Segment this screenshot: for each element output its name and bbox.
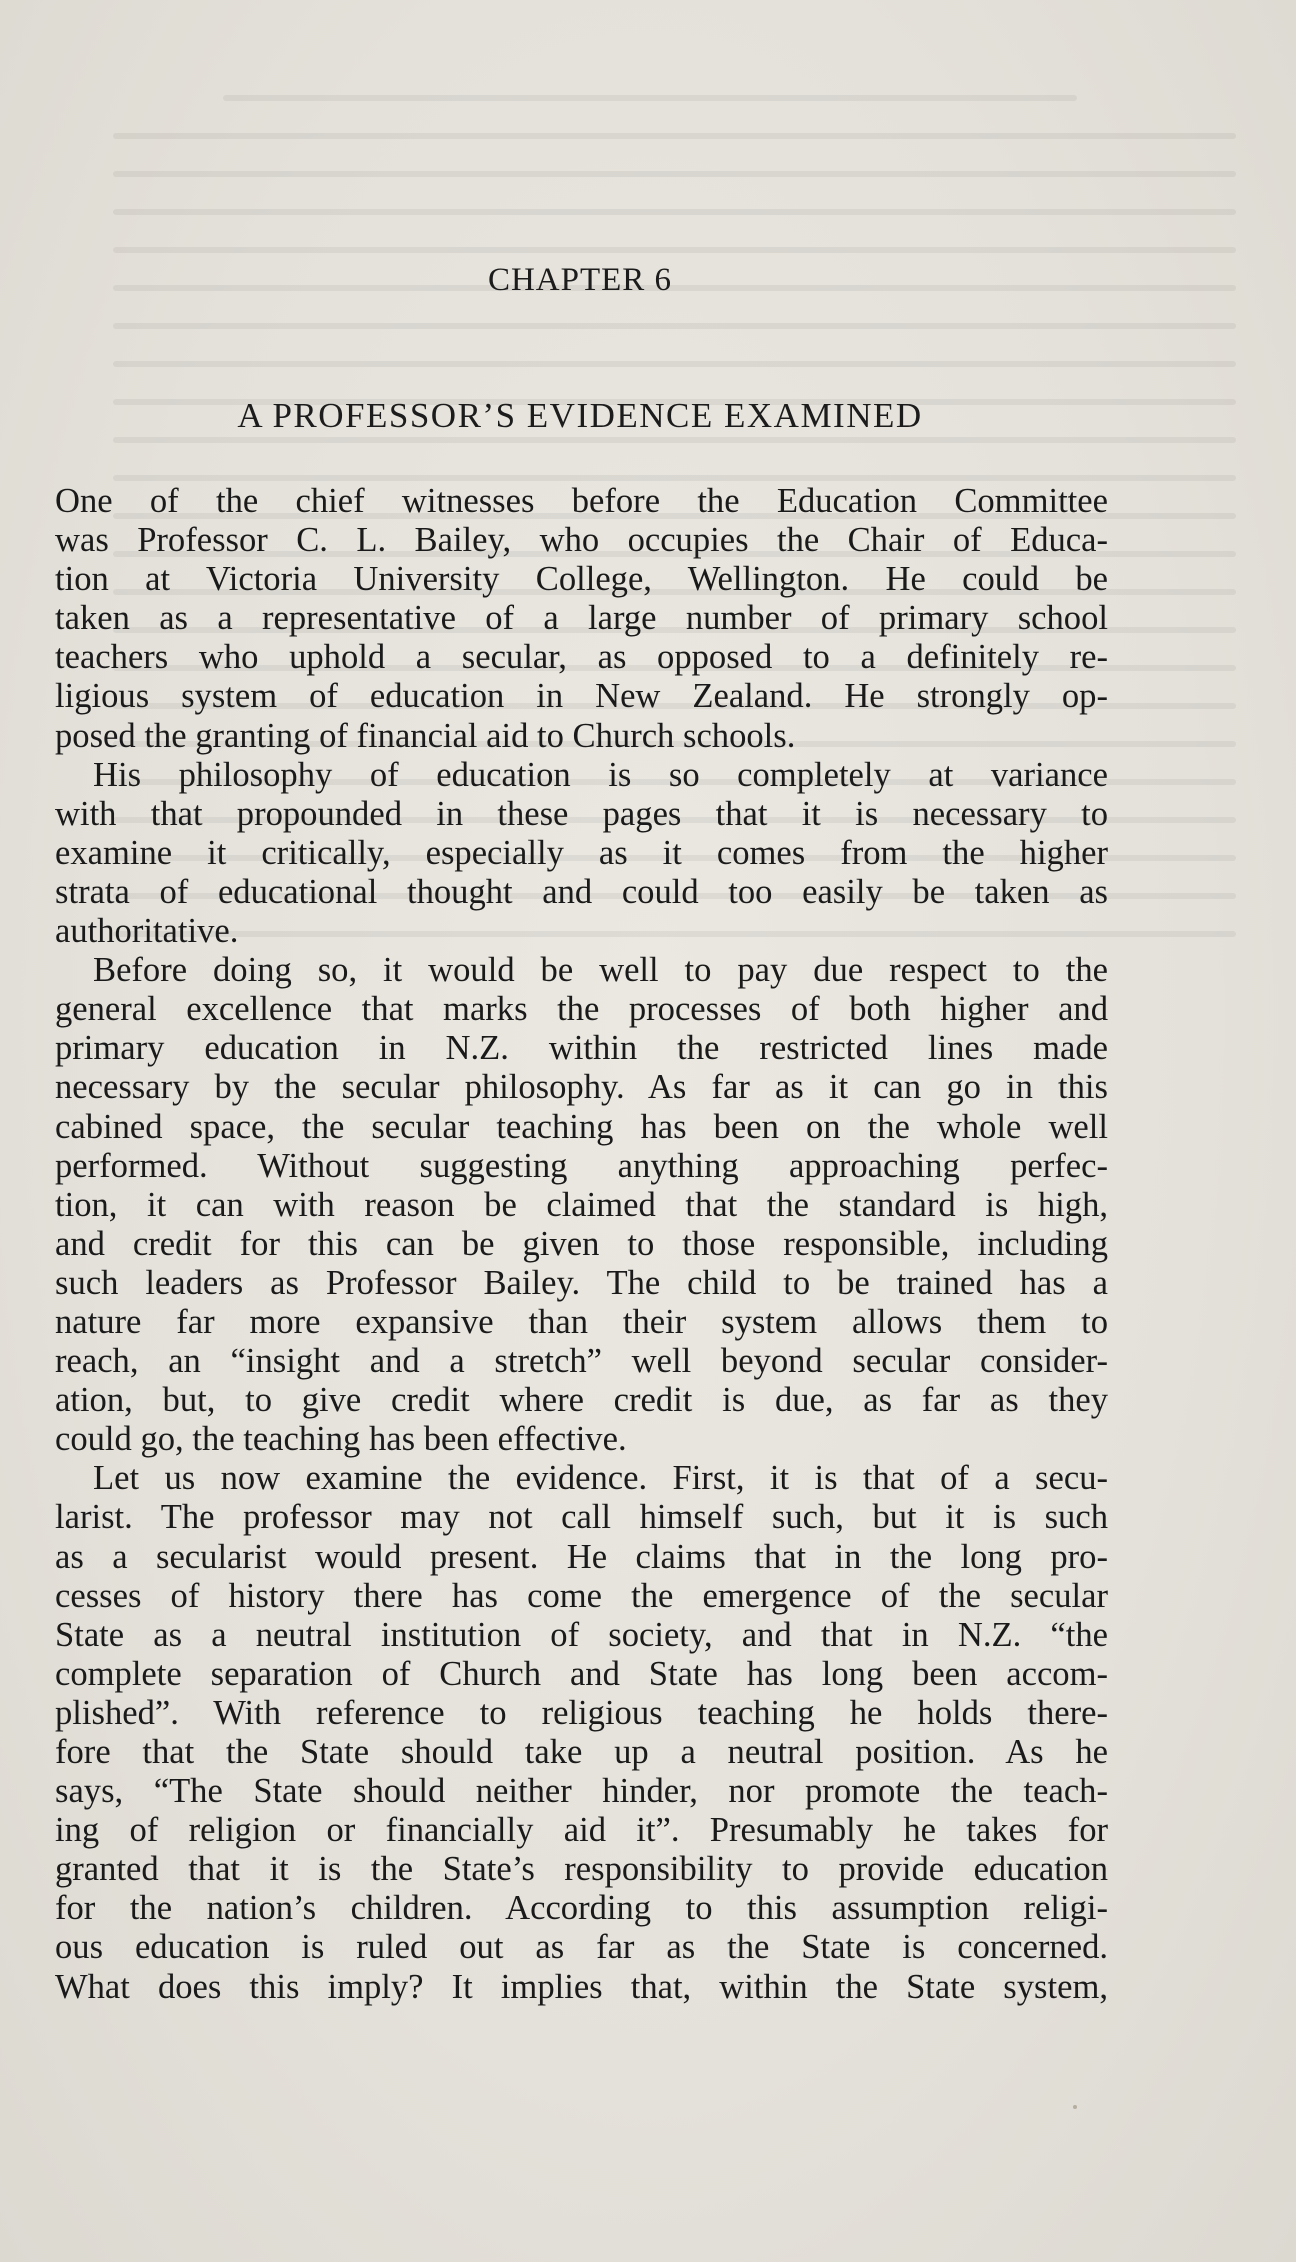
text-line: strata of educational thought and could too easily be taken as — [55, 872, 1108, 911]
paragraph — [55, 1459, 1108, 2006]
paper-speck — [1073, 2105, 1077, 2109]
chapter-number: CHAPTER 6 — [487, 262, 673, 298]
text-line: Before doing so, it would be well to pay due respect to the — [93, 951, 1108, 990]
text-line: ation, but, to give credit where credit is due, as far as they — [55, 1381, 1108, 1420]
chapter-title: A PROFESSOR’S EVIDENCE EXAMINED — [237, 396, 923, 435]
text-line: was Professor C. L. Bailey, who occupies the Chair of Educa- — [55, 521, 1108, 560]
text-line: and credit for this can be given to those responsible, including — [55, 1224, 1108, 1263]
paragraph — [55, 482, 1108, 756]
text-line: ous education is ruled out as far as the State is concerned. — [55, 1928, 1108, 1967]
text-line: His philosophy of education is so completely at variance — [93, 755, 1108, 794]
text-line: Let us now examine the evidence. First, it is that of a secu- — [93, 1459, 1108, 1498]
text-line: granted that it is the State’s responsibility to provide education — [55, 1850, 1108, 1889]
text-line: ligious system of education in New Zealand. He strongly op- — [55, 677, 1108, 716]
text-line: general excellence that marks the processes of both higher and — [55, 990, 1108, 1029]
text-line: One of the chief witnesses before the Education Committee — [55, 482, 1108, 520]
text-line: cesses of history there has come the emergence of the secular — [55, 1576, 1108, 1615]
text-line: fore that the State should take up a neutral position. As he — [55, 1733, 1108, 1771]
text-line: cabined space, the secular teaching has been on the whole well — [55, 1107, 1108, 1146]
text-line: tion, it can with reason be claimed that the standard is high, — [55, 1185, 1108, 1224]
text-line: could go, the teaching has been effective. — [55, 1420, 627, 1459]
text-line: taken as a representative of a large number of primary school — [55, 599, 1108, 638]
paragraph — [55, 756, 1108, 951]
text-line: says, “The State should neither hinder, nor promote the teach- — [55, 1772, 1108, 1811]
text-line: posed the granting of financial aid to Church schools. — [55, 716, 796, 755]
text-line: performed. Without suggesting anything approaching perfec- — [55, 1146, 1108, 1185]
text-line: examine it critically, especially as it comes from the higher — [55, 833, 1108, 872]
text-line: What does this imply? It implies that, within the State system, — [55, 1967, 1108, 2006]
text-line: necessary by the secular philosophy. As far as it can go in this — [55, 1068, 1108, 1107]
text-line: authoritative. — [55, 912, 239, 951]
body-text — [55, 482, 1108, 2007]
text-line: as a secularist would present. He claims that in the long pro- — [55, 1537, 1108, 1576]
text-line: reach, an “insight and a stretch” well beyond secular consider- — [55, 1342, 1108, 1381]
text-line: tion at Victoria University College, Wellington. He could be — [55, 560, 1108, 599]
text-line: complete separation of Church and State has long been accom- — [55, 1654, 1108, 1693]
text-line: State as a neutral institution of society, and that in N.Z. “the — [55, 1615, 1108, 1654]
text-line: ing of religion or financially aid it”. Presumably he takes for — [55, 1811, 1108, 1850]
text-line: with that propounded in these pages that it is necessary to — [55, 794, 1108, 833]
text-line: for the nation’s children. According to this assumption religi- — [55, 1889, 1108, 1928]
text-line: larist. The professor may not call himself such, but it is such — [55, 1498, 1108, 1537]
paragraph — [55, 951, 1108, 1459]
text-line: primary education in N.Z. within the restricted lines made — [55, 1029, 1108, 1068]
text-line: nature far more expansive than their system allows them to — [55, 1302, 1108, 1341]
text-line: teachers who uphold a secular, as opposed to a definitely re- — [55, 638, 1108, 677]
text-line: such leaders as Professor Bailey. The child to be trained has a — [55, 1263, 1108, 1302]
text-line: plished”. With reference to religious teaching he holds there- — [55, 1693, 1108, 1732]
